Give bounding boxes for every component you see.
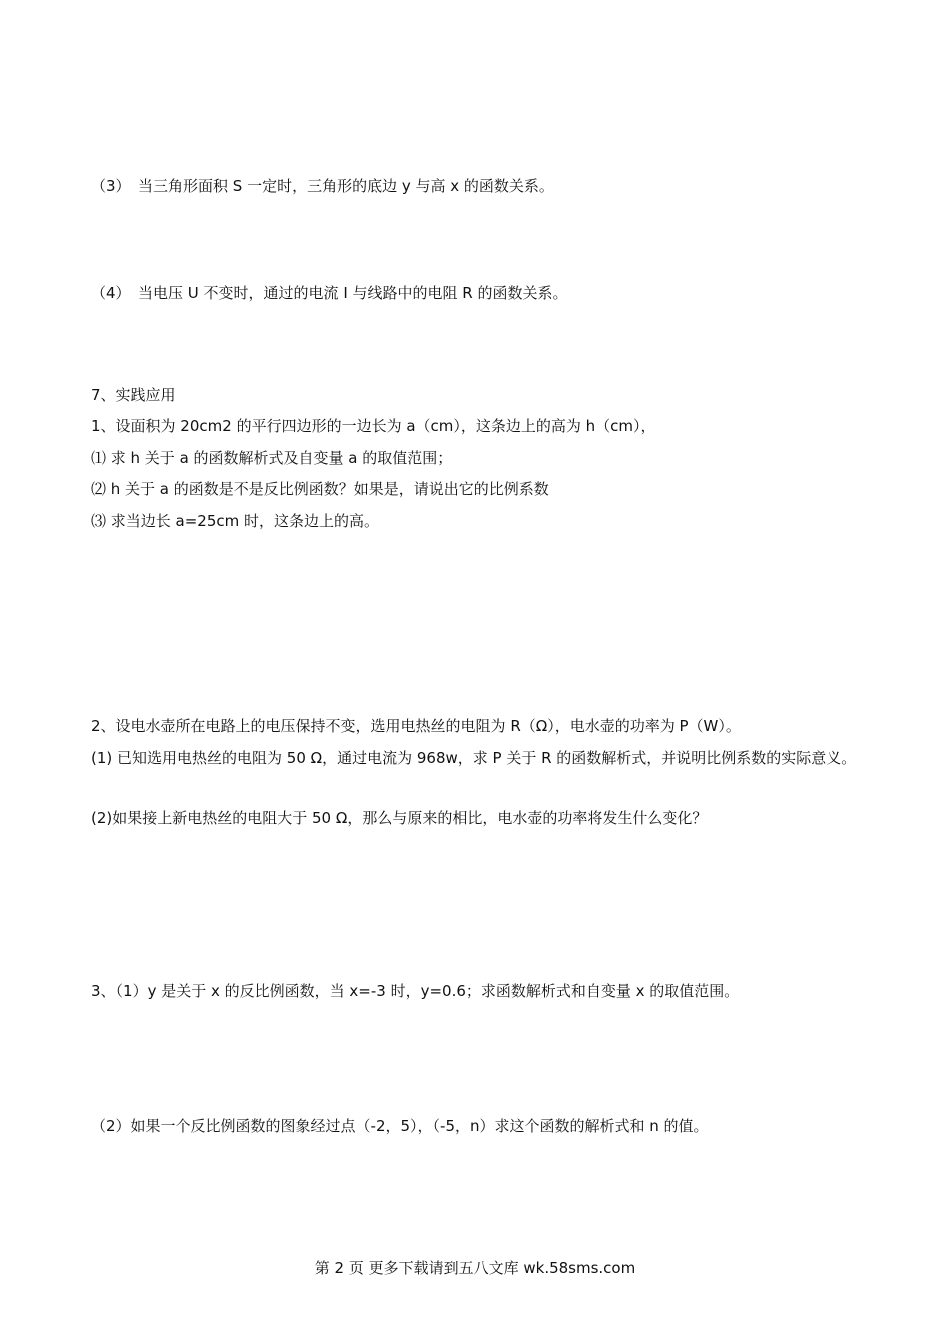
problem-1-part-3: ⑶ 求当边长 a=25cm 时，这条边上的高。 bbox=[91, 512, 380, 530]
problem-1: 1、设面积为 20cm2 的平行四边形的一边长为 a（cm），这条边上的高为 h（cm）， bbox=[91, 417, 656, 435]
problem-3-part-2: （2）如果一个反比例函数的图象经过点（-2，5），（-5，n）求这个函数的解析式和 n 的值。 bbox=[91, 1117, 709, 1135]
problem-1-part-2: ⑵ h 关于 a 的函数是不是反比例函数？如果是，请说出它的比例系数 bbox=[91, 480, 549, 498]
problem-2: 2、设电水壶所在电路上的电压保持不变，选用电热丝的电阻为 R（Ω），电水壶的功率为 P（W）。 bbox=[91, 717, 741, 735]
question-3: （3） 当三角形面积 S 一定时，三角形的底边 y 与高 x 的函数关系。 bbox=[91, 177, 554, 195]
problem-3-part-1: 3、（1）y 是关于 x 的反比例函数，当 x=-3 时，y=0.6；求函数解析式和自变量 x 的取值范围。 bbox=[91, 982, 740, 1000]
section-heading: 7、实践应用 bbox=[91, 386, 176, 404]
problem-1-part-1: ⑴ 求 h 关于 a 的函数解析式及自变量 a 的取值范围； bbox=[91, 449, 453, 467]
problem-2-part-2: (2)如果接上新电热丝的电阻大于 50 Ω，那么与原来的相比，电水壶的功率将发生什么变化？ bbox=[91, 809, 708, 827]
problem-2-part-1: (1) 已知选用电热丝的电阻为 50 Ω，通过电流为 968w，求 P 关于 R 的函数解析式，并说明比例系数的实际意义。 bbox=[91, 749, 857, 767]
question-4: （4） 当电压 U 不变时，通过的电流 I 与线路中的电阻 R 的函数关系。 bbox=[91, 284, 568, 302]
page-footer: 第 2 页 更多下载请到五八文库 wk.58sms.com bbox=[314, 1259, 636, 1277]
